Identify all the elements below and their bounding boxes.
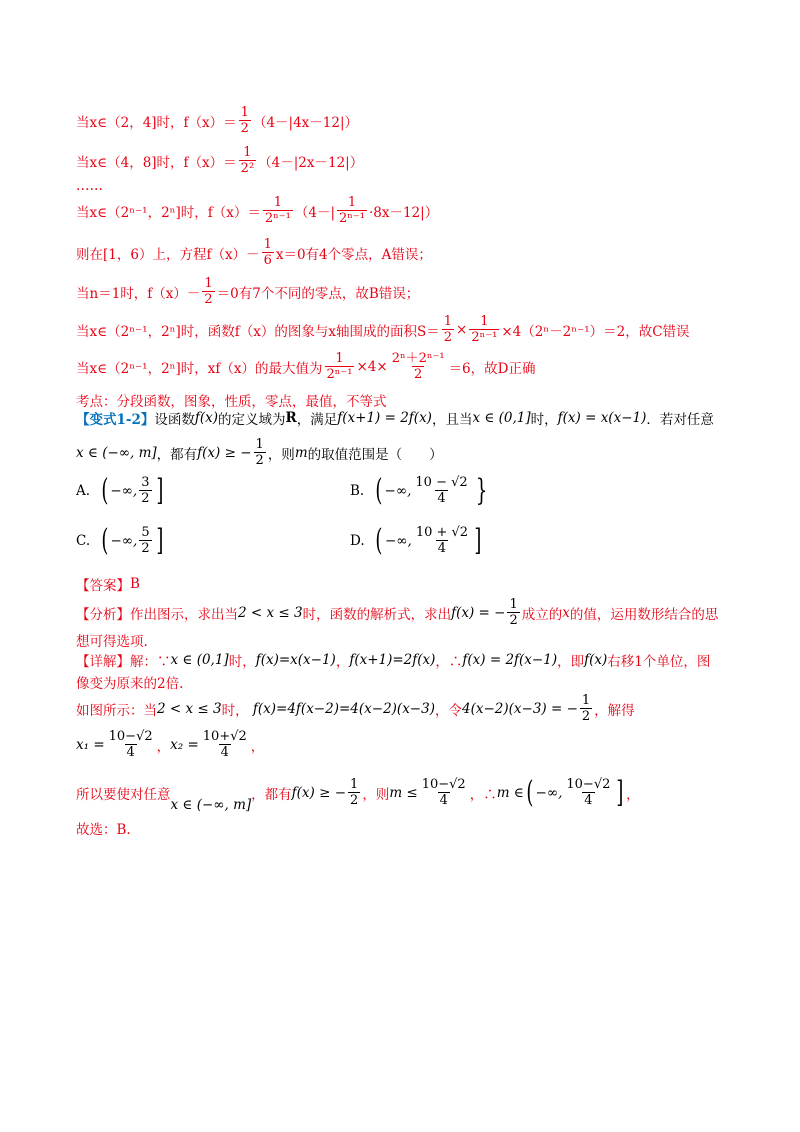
fraction: $\frac{1}{6}$ — [263, 237, 272, 268]
option-b[interactable]: B. ( −∞, $\frac{10 - √2}{4}$ } — [350, 473, 487, 508]
option-d[interactable]: D. ( −∞, $\frac{10 + √2}{4}$ ] — [350, 523, 482, 558]
detail-line-5: 所以要使对任意 x ∈ (−∞, m] ，都有 f(x) ≥ − $\frac{1}{2}$ ，则 m ≤ $\frac{10-√2}{4}$ ，∴ m ∈ ( −∞, $\frac{10-√2}{4}$ ] ， — [76, 775, 640, 813]
solution-line-7: 当x∈（2ⁿ⁻¹，2ⁿ]时，函数f（x）的图象与x轴围成的面积S＝ $\frac{1}{2}$ × $\frac{1}{\text{2ⁿ⁻¹}}$ ×4（2ⁿ－2ⁿ⁻¹） ＝2，故C错误 — [76, 314, 690, 345]
detail-line-3: 如图所示：当 2 < x ≤ 3 时， f(x)=4f(x−2)=4(x−2)(x−3) ，令 4(x−2)(x−3) = − $\frac{1}{2}$ ，解得 — [76, 693, 635, 724]
fraction: $\frac{1}{2}$ — [509, 597, 518, 628]
fraction: $\frac{5}{2}$ — [141, 525, 150, 556]
solution-line-2: 当x∈（4，8]时，f（x）＝ $\frac{1}{\text{2²}}$ （4－|2x－12|） — [76, 145, 364, 176]
fraction: $\frac{1}{\text{2ⁿ⁻¹}}$ — [326, 351, 353, 382]
solution-line-1: 当x∈（2，4]时，f（x）＝ $\frac{1}{2}$ （4－|4x－12|） — [76, 105, 359, 136]
fraction: $\frac{1}{2}$ — [350, 777, 359, 808]
detail-line-2: 像变为原来的2倍. — [76, 676, 184, 692]
solution-line-8: 当x∈（2ⁿ⁻¹，2ⁿ]时，xf（x）的最大值为 $\frac{1}{\text{2ⁿ⁻¹}}$ ×4× $\frac{\text{2ⁿ＋2ⁿ⁻¹}}{2}$ ＝6，故D正确 — [76, 351, 536, 382]
fraction: $\frac{10 - √2}{4}$ — [415, 475, 468, 506]
answer-line: 【答案】 B — [76, 576, 140, 594]
solution-line-5: 则在[1，6）上，方程f（x）－ $\frac{1}{6}$ x＝0有4个零点，A错误； — [76, 237, 432, 268]
analysis-line-2: 想可得选项. — [76, 634, 148, 650]
fraction: $\frac{10-√2}{4}$ — [108, 729, 153, 760]
fraction: $\frac{10+√2}{4}$ — [202, 729, 247, 760]
detail-line-4: x₁ = $\frac{10-√2}{4}$ ， x₂ = $\frac{10+√2}{4}$ ， — [76, 729, 265, 760]
analysis-line-1: 【分析】 作出图示，求出当 2 < x ≤ 3 时，函数的解析式，求出 f(x) = − $\frac{1}{2}$ 成立的 x 的值，运用数形结合的思 — [76, 597, 719, 628]
fraction: $\frac{1}{\text{2ⁿ⁻¹}}$ — [339, 195, 365, 226]
fraction: $\frac{10-√2}{4}$ — [421, 777, 466, 808]
fraction: $\frac{1}{\text{2²}}$ — [240, 145, 255, 176]
solution-line-9: 考点：分段函数，图象，性质，零点，最值，不等式 — [76, 394, 387, 410]
variant-question-line-2: x ∈ (−∞, m] ，都有 f(x) ≥ − $\frac{1}{2}$ ，则 m 的取值范围是（ ） — [76, 437, 443, 468]
fraction: $\frac{10 + √2}{4}$ — [415, 525, 469, 556]
option-c[interactable]: C. ( −∞, $\frac{5}{2}$ ] — [76, 523, 163, 558]
solution-line-3: …… — [76, 178, 103, 194]
option-a[interactable]: A. ( −∞, $\frac{3}{2}$ ] — [76, 473, 163, 508]
detail-line-1: 【详解】 解：∵ x ∈ (0,1] 时， f(x)=x(x−1) ， f(x+1)=2f(x) ，∴ f(x) = 2f(x−1) ，即 f(x) 右移1个单位，图 — [76, 652, 711, 670]
solution-line-4: 当x∈（2ⁿ⁻¹，2ⁿ]时，f（x）＝ $\frac{1}{\text{2ⁿ⁻¹}}$ （4－| $\frac{1}{\text{2ⁿ⁻¹}}$ ·8x－12|） — [76, 195, 439, 226]
variant-question-line-1: 【变式1-2】 设函数 f(x) 的定义域为 R ，满足 f(x+1) = 2f(x) ，且当 x ∈ (0,1] 时， f(x) = x(x−1) ．若对任意 — [76, 410, 714, 428]
solution-line-6: 当n＝1时，f（x）－ $\frac{1}{2}$ ＝0有7个不同的零点，故B错误； — [76, 276, 420, 307]
fraction: $\frac{1}{2}$ — [581, 693, 591, 724]
fraction: $\frac{1}{\text{2ⁿ⁻¹}}$ — [264, 195, 291, 226]
fraction: $\frac{1}{2}$ — [255, 437, 264, 468]
detail-line-6: 故选：B. — [76, 822, 131, 838]
fraction: $\frac{3}{2}$ — [141, 475, 150, 506]
fraction: $\frac{10-√2}{4}$ — [566, 777, 611, 808]
fraction: $\frac{1}{2}$ — [443, 314, 453, 345]
fraction: $\frac{1}{2}$ — [204, 276, 213, 307]
fraction: $\frac{1}{2}$ — [240, 105, 249, 136]
fraction: $\frac{\text{2ⁿ＋2ⁿ⁻¹}}{2}$ — [391, 351, 445, 382]
fraction: $\frac{1}{\text{2ⁿ⁻¹}}$ — [471, 314, 498, 345]
